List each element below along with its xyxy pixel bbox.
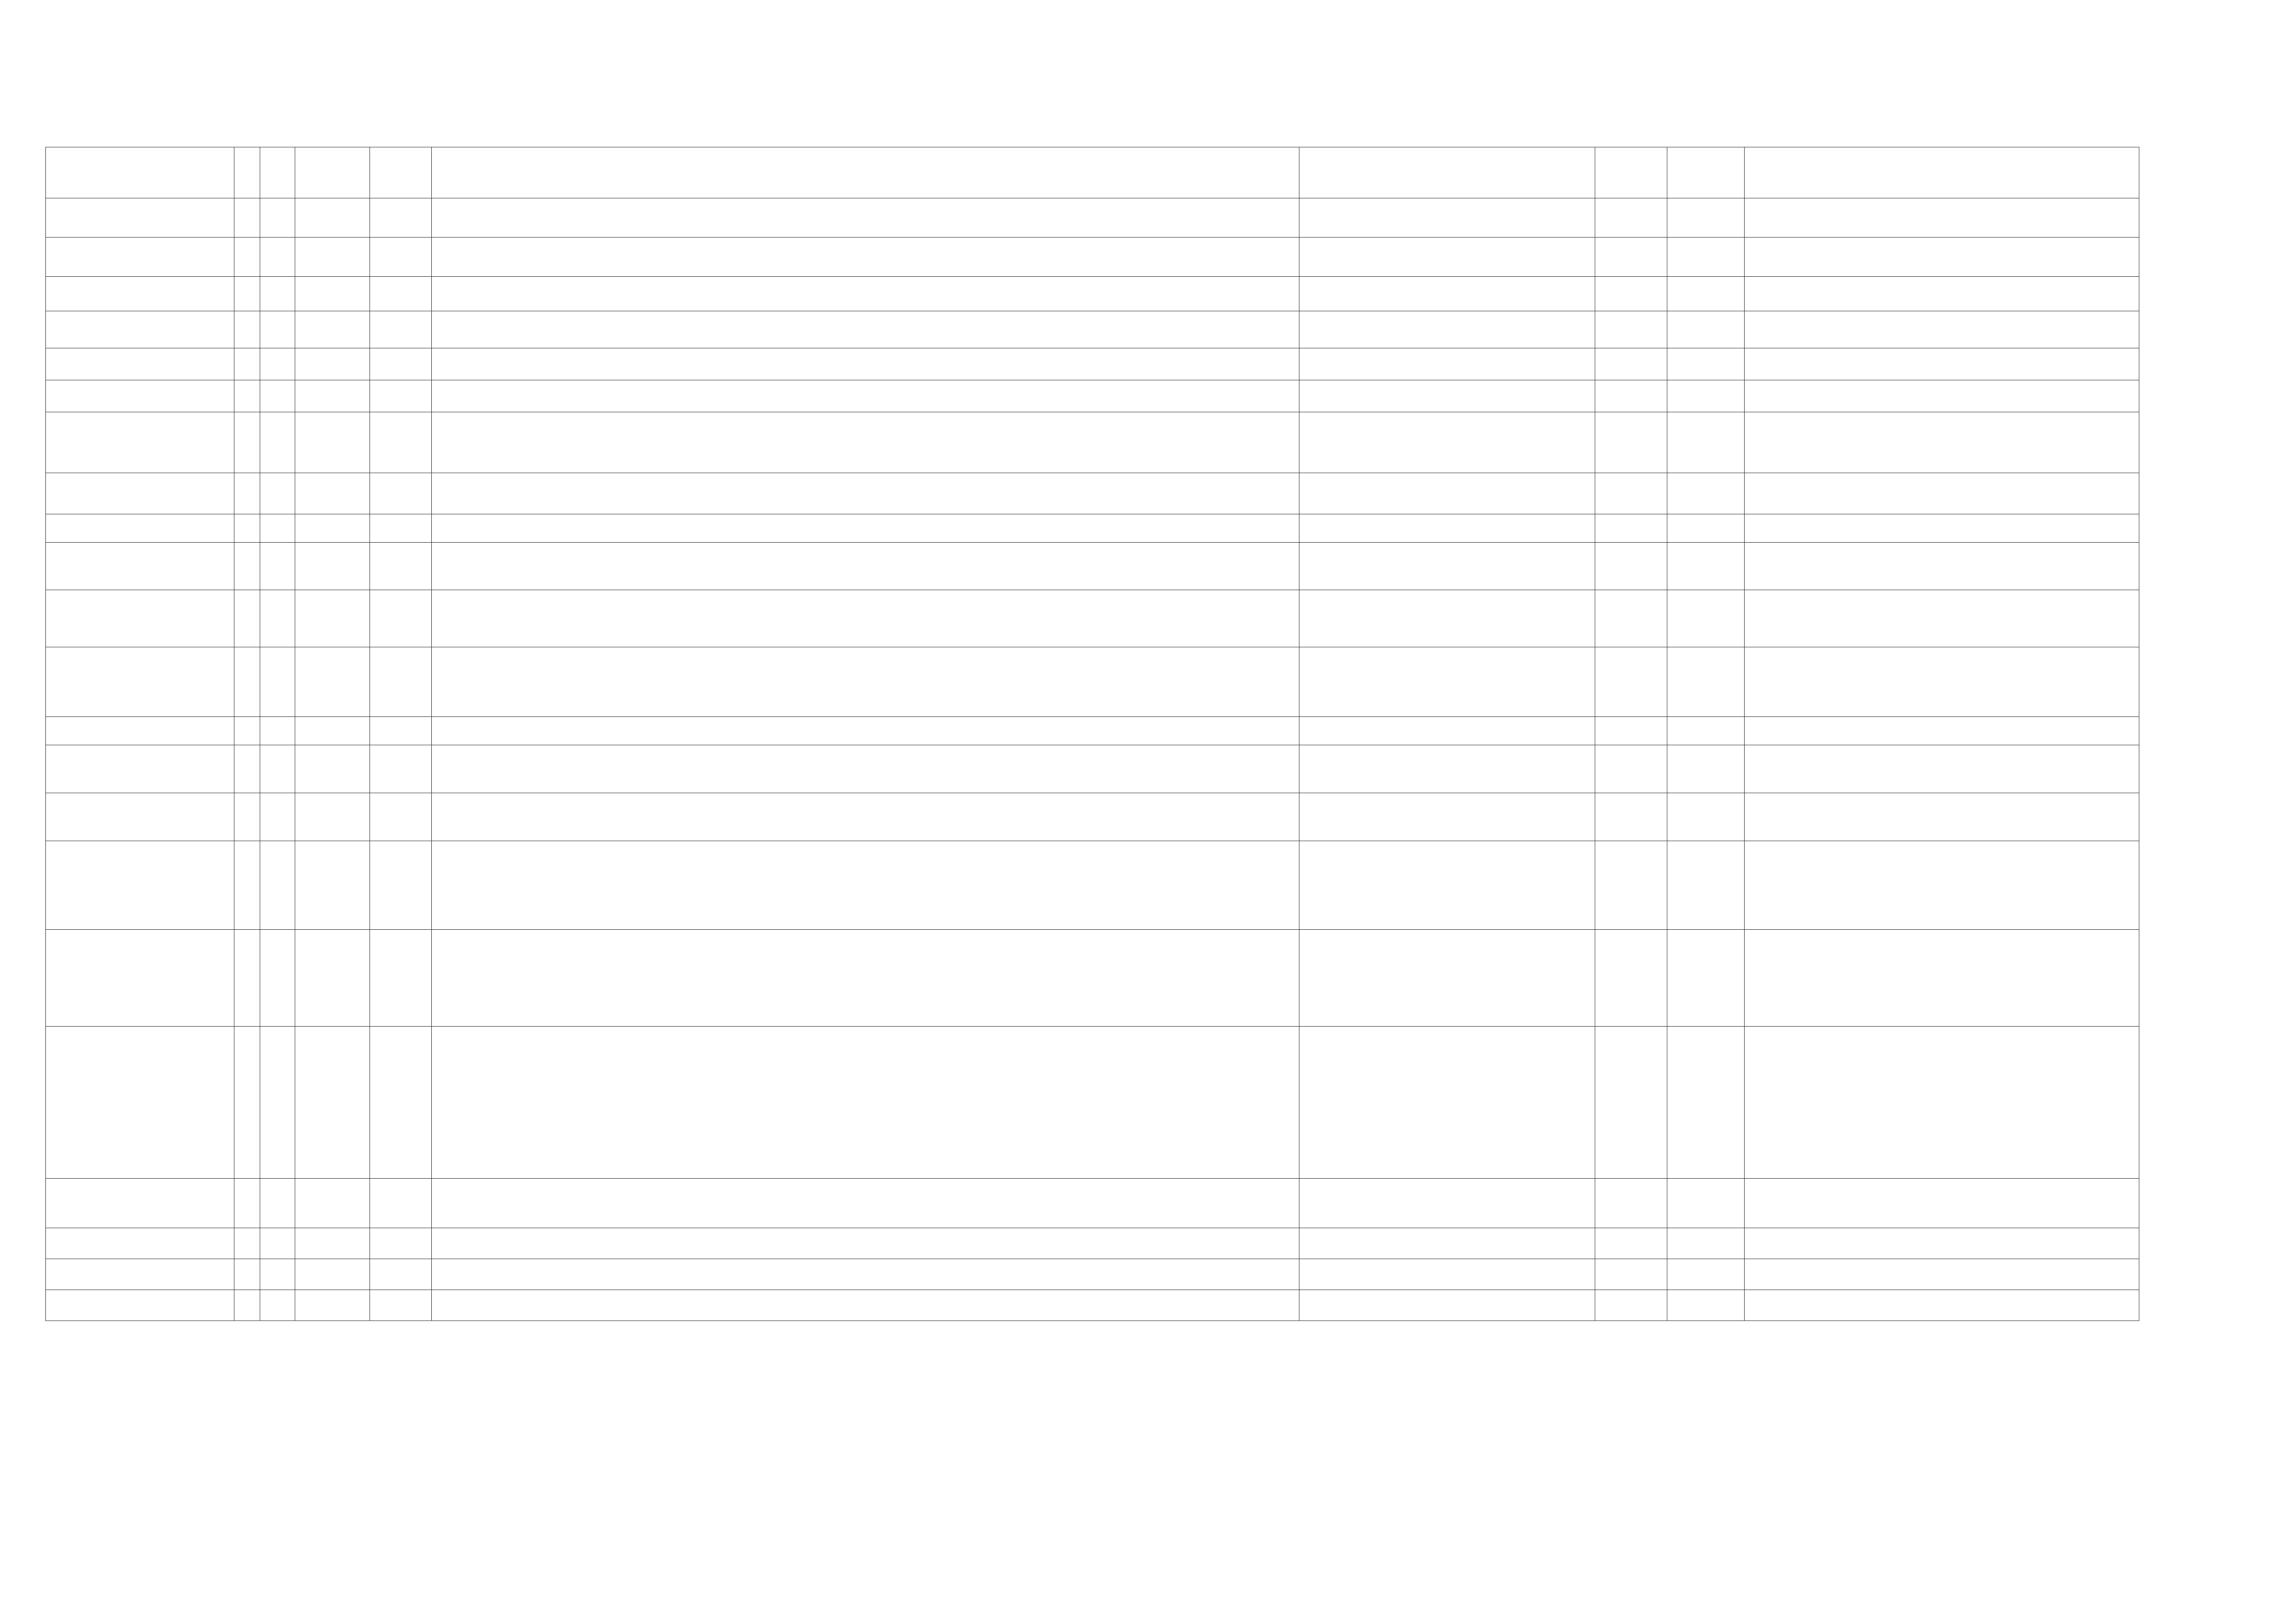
product-name-cell bbox=[46, 238, 234, 277]
category-cell bbox=[260, 793, 295, 841]
company-cell bbox=[1595, 793, 1667, 841]
allergen-note-cell bbox=[1299, 147, 1595, 198]
category-cell bbox=[260, 745, 295, 793]
origin-cell bbox=[234, 412, 260, 473]
company-cell bbox=[1595, 380, 1667, 412]
origin-cell bbox=[234, 1259, 260, 1290]
ingredients-cell bbox=[432, 717, 1299, 745]
ingredients-cell bbox=[432, 473, 1299, 514]
address-cell bbox=[1745, 717, 2139, 745]
category-cell bbox=[260, 311, 295, 348]
table-row bbox=[46, 841, 2139, 930]
company-cell bbox=[1595, 277, 1667, 311]
company-cell bbox=[1595, 745, 1667, 793]
registration-id-cell bbox=[1667, 1259, 1745, 1290]
address-cell bbox=[1745, 745, 2139, 793]
product-name-cell bbox=[46, 1228, 234, 1259]
origin-cell bbox=[234, 277, 260, 311]
allergen-note-cell bbox=[1299, 590, 1595, 647]
product-name-cell bbox=[46, 1027, 234, 1179]
registration-id-cell bbox=[1667, 647, 1745, 717]
address-cell bbox=[1745, 1290, 2139, 1321]
origin-cell bbox=[234, 514, 260, 543]
category-cell bbox=[260, 238, 295, 277]
ingredients-cell bbox=[432, 647, 1299, 717]
category-cell bbox=[260, 198, 295, 238]
company-cell bbox=[1595, 1290, 1667, 1321]
flag-b-cell bbox=[370, 348, 432, 380]
product-name-cell bbox=[46, 1179, 234, 1228]
flag-b-cell bbox=[370, 412, 432, 473]
origin-cell bbox=[234, 543, 260, 590]
flag-a-cell bbox=[295, 1179, 370, 1228]
ingredients-cell bbox=[432, 198, 1299, 238]
registration-id-cell bbox=[1667, 311, 1745, 348]
table-row bbox=[46, 514, 2139, 543]
origin-cell bbox=[234, 1027, 260, 1179]
company-cell bbox=[1595, 1259, 1667, 1290]
table-row bbox=[46, 1259, 2139, 1290]
ingredients-cell bbox=[432, 147, 1299, 198]
registration-id-cell bbox=[1667, 543, 1745, 590]
flag-a-cell bbox=[295, 543, 370, 590]
category-cell bbox=[260, 717, 295, 745]
flag-b-cell bbox=[370, 717, 432, 745]
flag-b-cell bbox=[370, 147, 432, 198]
table-row bbox=[46, 380, 2139, 412]
origin-cell bbox=[234, 348, 260, 380]
ingredients-cell bbox=[432, 1259, 1299, 1290]
company-cell bbox=[1595, 147, 1667, 198]
ingredients-cell bbox=[432, 311, 1299, 348]
registration-id-cell bbox=[1667, 277, 1745, 311]
address-cell bbox=[1745, 514, 2139, 543]
address-cell bbox=[1745, 930, 2139, 1027]
category-cell bbox=[260, 1259, 295, 1290]
table-row bbox=[46, 1179, 2139, 1228]
allergen-note-cell bbox=[1299, 1027, 1595, 1179]
company-cell bbox=[1595, 311, 1667, 348]
table-row bbox=[46, 311, 2139, 348]
table-row bbox=[46, 473, 2139, 514]
origin-cell bbox=[234, 147, 260, 198]
company-cell bbox=[1595, 473, 1667, 514]
flag-a-cell bbox=[295, 841, 370, 930]
address-cell bbox=[1745, 311, 2139, 348]
flag-b-cell bbox=[370, 198, 432, 238]
origin-cell bbox=[234, 930, 260, 1027]
registration-id-cell bbox=[1667, 198, 1745, 238]
flag-a-cell bbox=[295, 647, 370, 717]
table-row bbox=[46, 238, 2139, 277]
category-cell bbox=[260, 1179, 295, 1228]
address-cell bbox=[1745, 841, 2139, 930]
category-cell bbox=[260, 1228, 295, 1259]
table-row bbox=[46, 1027, 2139, 1179]
table-row bbox=[46, 647, 2139, 717]
table-row bbox=[46, 717, 2139, 745]
flag-a-cell bbox=[295, 1027, 370, 1179]
category-cell bbox=[260, 930, 295, 1027]
ingredients-cell bbox=[432, 590, 1299, 647]
allergen-note-cell bbox=[1299, 514, 1595, 543]
registration-id-cell bbox=[1667, 590, 1745, 647]
company-cell bbox=[1595, 412, 1667, 473]
table-row bbox=[46, 147, 2139, 198]
table-row bbox=[46, 1290, 2139, 1321]
address-cell bbox=[1745, 590, 2139, 647]
registration-id-cell bbox=[1667, 1027, 1745, 1179]
flag-b-cell bbox=[370, 793, 432, 841]
category-cell bbox=[260, 147, 295, 198]
ingredients-cell bbox=[432, 514, 1299, 543]
flag-a-cell bbox=[295, 348, 370, 380]
category-cell bbox=[260, 841, 295, 930]
ingredients-cell bbox=[432, 277, 1299, 311]
address-cell bbox=[1745, 647, 2139, 717]
flag-b-cell bbox=[370, 1179, 432, 1228]
category-cell bbox=[260, 412, 295, 473]
flag-b-cell bbox=[370, 647, 432, 717]
flag-a-cell bbox=[295, 238, 370, 277]
address-cell bbox=[1745, 277, 2139, 311]
company-cell bbox=[1595, 841, 1667, 930]
category-cell bbox=[260, 647, 295, 717]
flag-a-cell bbox=[295, 514, 370, 543]
table-row bbox=[46, 277, 2139, 311]
registration-id-cell bbox=[1667, 1179, 1745, 1228]
allergen-note-cell bbox=[1299, 930, 1595, 1027]
company-cell bbox=[1595, 198, 1667, 238]
ingredients-cell bbox=[432, 238, 1299, 277]
origin-cell bbox=[234, 1290, 260, 1321]
origin-cell bbox=[234, 647, 260, 717]
product-name-cell bbox=[46, 311, 234, 348]
allergen-note-cell bbox=[1299, 380, 1595, 412]
registration-id-cell bbox=[1667, 841, 1745, 930]
address-cell bbox=[1745, 1228, 2139, 1259]
address-cell bbox=[1745, 412, 2139, 473]
allergen-note-cell bbox=[1299, 543, 1595, 590]
company-cell bbox=[1595, 238, 1667, 277]
flag-a-cell bbox=[295, 147, 370, 198]
product-name-cell bbox=[46, 348, 234, 380]
address-cell bbox=[1745, 1259, 2139, 1290]
allergen-note-cell bbox=[1299, 238, 1595, 277]
allergen-note-cell bbox=[1299, 647, 1595, 717]
flag-b-cell bbox=[370, 514, 432, 543]
company-cell bbox=[1595, 1179, 1667, 1228]
allergen-note-cell bbox=[1299, 717, 1595, 745]
registration-id-cell bbox=[1667, 238, 1745, 277]
flag-a-cell bbox=[295, 1228, 370, 1259]
table-row bbox=[46, 348, 2139, 380]
flag-b-cell bbox=[370, 473, 432, 514]
company-cell bbox=[1595, 543, 1667, 590]
origin-cell bbox=[234, 1179, 260, 1228]
registration-id-cell bbox=[1667, 412, 1745, 473]
allergen-note-cell bbox=[1299, 412, 1595, 473]
table-row bbox=[46, 1228, 2139, 1259]
product-name-cell bbox=[46, 147, 234, 198]
table-row bbox=[46, 198, 2139, 238]
category-cell bbox=[260, 380, 295, 412]
origin-cell bbox=[234, 1228, 260, 1259]
registration-id-cell bbox=[1667, 793, 1745, 841]
address-cell bbox=[1745, 1027, 2139, 1179]
table-row bbox=[46, 745, 2139, 793]
flag-a-cell bbox=[295, 717, 370, 745]
origin-cell bbox=[234, 238, 260, 277]
company-cell bbox=[1595, 514, 1667, 543]
product-name-cell bbox=[46, 473, 234, 514]
flag-b-cell bbox=[370, 745, 432, 793]
flag-b-cell bbox=[370, 238, 432, 277]
address-cell bbox=[1745, 380, 2139, 412]
address-cell bbox=[1745, 1179, 2139, 1228]
registration-id-cell bbox=[1667, 717, 1745, 745]
ingredients-cell bbox=[432, 1027, 1299, 1179]
product-name-cell bbox=[46, 514, 234, 543]
flag-b-cell bbox=[370, 1259, 432, 1290]
ingredients-cell bbox=[432, 348, 1299, 380]
flag-b-cell bbox=[370, 311, 432, 348]
origin-cell bbox=[234, 311, 260, 348]
ingredients-cell bbox=[432, 841, 1299, 930]
category-cell bbox=[260, 1027, 295, 1179]
product-name-cell bbox=[46, 717, 234, 745]
ingredients-cell bbox=[432, 1228, 1299, 1259]
address-cell bbox=[1745, 198, 2139, 238]
registration-id-cell bbox=[1667, 380, 1745, 412]
address-cell bbox=[1745, 238, 2139, 277]
origin-cell bbox=[234, 745, 260, 793]
origin-cell bbox=[234, 473, 260, 514]
flag-b-cell bbox=[370, 930, 432, 1027]
company-cell bbox=[1595, 590, 1667, 647]
product-name-cell bbox=[46, 590, 234, 647]
registration-id-cell bbox=[1667, 147, 1745, 198]
origin-cell bbox=[234, 380, 260, 412]
allergen-note-cell bbox=[1299, 1228, 1595, 1259]
flag-b-cell bbox=[370, 841, 432, 930]
address-cell bbox=[1745, 543, 2139, 590]
product-name-cell bbox=[46, 380, 234, 412]
product-name-cell bbox=[46, 793, 234, 841]
ingredients-cell bbox=[432, 412, 1299, 473]
origin-cell bbox=[234, 198, 260, 238]
product-name-cell bbox=[46, 647, 234, 717]
ingredients-cell bbox=[432, 1290, 1299, 1321]
origin-cell bbox=[234, 590, 260, 647]
allergen-note-cell bbox=[1299, 1259, 1595, 1290]
ingredients-cell bbox=[432, 1179, 1299, 1228]
product-name-cell bbox=[46, 198, 234, 238]
allergen-note-cell bbox=[1299, 745, 1595, 793]
product-table bbox=[45, 147, 2139, 1321]
address-cell bbox=[1745, 147, 2139, 198]
flag-a-cell bbox=[295, 412, 370, 473]
registration-id-cell bbox=[1667, 348, 1745, 380]
flag-a-cell bbox=[295, 590, 370, 647]
registration-id-cell bbox=[1667, 745, 1745, 793]
company-cell bbox=[1595, 930, 1667, 1027]
origin-cell bbox=[234, 717, 260, 745]
company-cell bbox=[1595, 647, 1667, 717]
company-cell bbox=[1595, 348, 1667, 380]
ingredients-cell bbox=[432, 745, 1299, 793]
flag-b-cell bbox=[370, 277, 432, 311]
company-cell bbox=[1595, 1228, 1667, 1259]
address-cell bbox=[1745, 473, 2139, 514]
address-cell bbox=[1745, 793, 2139, 841]
registration-id-cell bbox=[1667, 473, 1745, 514]
flag-b-cell bbox=[370, 1228, 432, 1259]
allergen-note-cell bbox=[1299, 198, 1595, 238]
flag-a-cell bbox=[295, 277, 370, 311]
category-cell bbox=[260, 543, 295, 590]
category-cell bbox=[260, 514, 295, 543]
ingredients-cell bbox=[432, 793, 1299, 841]
product-name-cell bbox=[46, 543, 234, 590]
product-name-cell bbox=[46, 930, 234, 1027]
ingredients-cell bbox=[432, 543, 1299, 590]
ingredients-cell bbox=[432, 380, 1299, 412]
allergen-note-cell bbox=[1299, 841, 1595, 930]
product-name-cell bbox=[46, 277, 234, 311]
allergen-note-cell bbox=[1299, 277, 1595, 311]
flag-a-cell bbox=[295, 380, 370, 412]
flag-b-cell bbox=[370, 1027, 432, 1179]
flag-a-cell bbox=[295, 473, 370, 514]
flag-a-cell bbox=[295, 198, 370, 238]
allergen-note-cell bbox=[1299, 473, 1595, 514]
registration-id-cell bbox=[1667, 930, 1745, 1027]
allergen-note-cell bbox=[1299, 311, 1595, 348]
allergen-note-cell bbox=[1299, 1179, 1595, 1228]
flag-b-cell bbox=[370, 1290, 432, 1321]
origin-cell bbox=[234, 841, 260, 930]
registration-id-cell bbox=[1667, 514, 1745, 543]
flag-a-cell bbox=[295, 1290, 370, 1321]
origin-cell bbox=[234, 793, 260, 841]
category-cell bbox=[260, 473, 295, 514]
table-row bbox=[46, 590, 2139, 647]
product-name-cell bbox=[46, 745, 234, 793]
category-cell bbox=[260, 348, 295, 380]
product-name-cell bbox=[46, 1259, 234, 1290]
flag-a-cell bbox=[295, 930, 370, 1027]
category-cell bbox=[260, 590, 295, 647]
flag-a-cell bbox=[295, 1259, 370, 1290]
product-name-cell bbox=[46, 1290, 234, 1321]
category-cell bbox=[260, 1290, 295, 1321]
allergen-note-cell bbox=[1299, 348, 1595, 380]
product-name-cell bbox=[46, 412, 234, 473]
flag-b-cell bbox=[370, 543, 432, 590]
category-cell bbox=[260, 277, 295, 311]
company-cell bbox=[1595, 1027, 1667, 1179]
table-row bbox=[46, 412, 2139, 473]
flag-a-cell bbox=[295, 311, 370, 348]
company-cell bbox=[1595, 717, 1667, 745]
product-name-cell bbox=[46, 841, 234, 930]
registration-id-cell bbox=[1667, 1228, 1745, 1259]
table-row bbox=[46, 793, 2139, 841]
flag-a-cell bbox=[295, 793, 370, 841]
allergen-note-cell bbox=[1299, 1290, 1595, 1321]
flag-b-cell bbox=[370, 380, 432, 412]
table-row bbox=[46, 543, 2139, 590]
registration-id-cell bbox=[1667, 1290, 1745, 1321]
ingredients-cell bbox=[432, 930, 1299, 1027]
allergen-note-cell bbox=[1299, 793, 1595, 841]
address-cell bbox=[1745, 348, 2139, 380]
flag-b-cell bbox=[370, 590, 432, 647]
table-row bbox=[46, 930, 2139, 1027]
flag-a-cell bbox=[295, 745, 370, 793]
